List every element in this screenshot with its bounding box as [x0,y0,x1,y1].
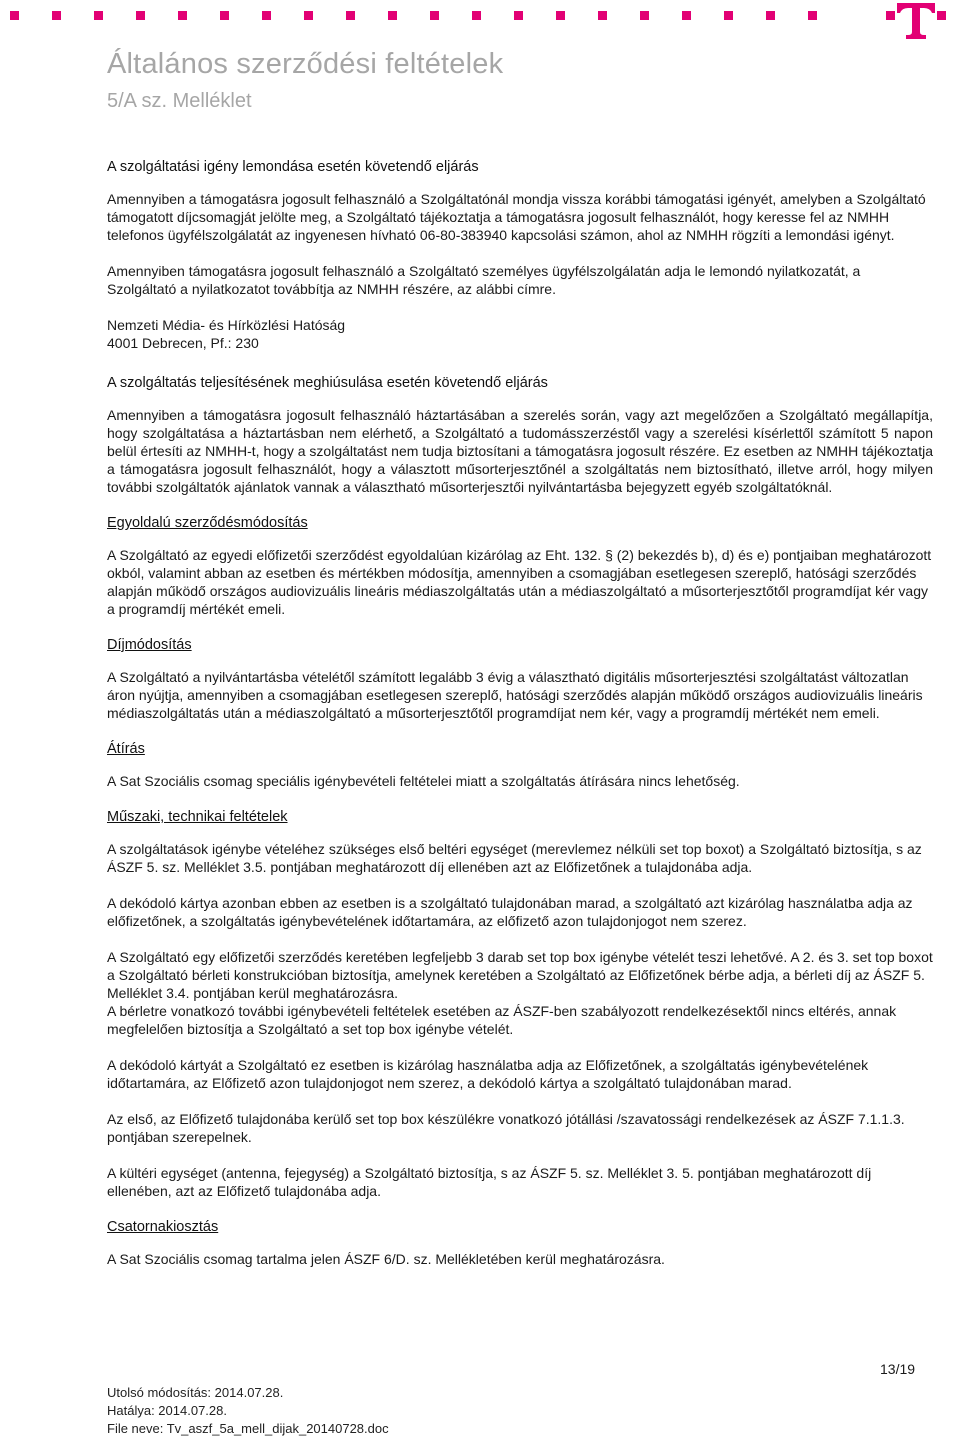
paragraph: Amennyiben a támogatásra jogosult felhasználó a Szolgáltatónál mondja vissza korábbi támogatási igényét, amelyben a Szolgáltató támogatott díjcsomagját jelölte meg, a Szolgáltató tájékoztatja a támogatásra jogosult felhasználót, hogy keresse fel az NMHH telefonos ügyfélszolgálatát az ingyenesen hívható 06-80-383940 kapcsolási számon, ahol az NMHH rögzíti a lemondási igényt. [107,191,926,243]
section-szerzodesmodositas [107,514,933,618]
footer-last-modified: Utolsó módosítás: 2014.07.28. [107,1385,284,1400]
paragraph: A Szolgáltató a nyilvántartásba vételétől számított legalább 3 évig a választható digitális műsorterjesztési szolgáltatást változatlan áron nyújtja, amennyiben a csomagjában esetlegesen szereplő, hatósági szerződés alapján működő országos audiovizuális lineáris médiaszolgáltatás után a médiaszolgáltató a műsorterjesztőtől programdíjat nem kér, vagy a programdíj mértékét nem emeli. [107,669,923,721]
section-csatornakiosztas [107,1218,933,1268]
telekom-t-logo-icon [886,0,946,40]
brand-bar [0,0,960,40]
dot [724,11,733,20]
magenta-dot-row [10,11,850,20]
section-heading: Műszaki, technikai feltételek [107,809,288,825]
dot [94,11,103,20]
dot [304,11,313,20]
footer-effective-date: Hatálya: 2014.07.28. [107,1403,227,1418]
dot [598,11,607,20]
dot [346,11,355,20]
paragraph: A dekódoló kártyát a Szolgáltató ez esetben is kizárólag használatba adja az Előfizetőnek, a szolgáltatás igénybevételének időtartamára, az Előfizető azon tulajdonjogot nem szerez, a dekódoló kártya a szolgáltató tulajdonában marad. [107,1057,869,1091]
page-number: 13/19 [880,1361,916,1377]
dot [262,11,271,20]
dot [514,11,523,20]
paragraph: A dekódoló kártya azonban ebben az esetben is a szolgáltató tulajdonában marad, a szolgáltató azt kizárólag használatba adja az előfizetőnek, a szolgáltatás igénybevételének időtartamára, az előfizető azon tulajdonjogot nem szerez. [107,895,913,929]
dot [766,11,775,20]
section-heading: Egyoldalú szerződésmódosítás [107,515,308,531]
dot [472,11,481,20]
section-meghiusulas [107,374,933,496]
section-atiras [107,740,933,790]
dot [682,11,691,20]
document-body [107,158,933,1286]
dot [220,11,229,20]
section-heading: A szolgáltatás teljesítésének meghiúsulása esetén követendő eljárás [107,375,548,391]
page-subtitle: 5/A sz. Melléklet [107,90,252,112]
dot [10,11,19,20]
paragraph: A Sat Szociális csomag speciális igénybevételi feltételei miatt a szolgáltatás átírására nincs lehetőség. [107,773,740,789]
dot [52,11,61,20]
footer-filename: File neve: Tv_aszf_5a_mell_dijak_20140728.doc [107,1421,389,1436]
section-heading: A szolgáltatási igény lemondása esetén követendő eljárás [107,159,479,175]
paragraph: Az első, az Előfizető tulajdonába kerülő set top box készülékre vonatkozó jótállási /szavatossági rendelkezések az ÁSZF 7.1.1.3. pontjában szerepelnek. [107,1111,905,1145]
section-dijmodositas [107,636,933,722]
paragraph: A bérletre vonatkozó további igénybevételi feltételek esetében az ÁSZF-ben szabályozott rendelkezésektől nincs eltérés, annak megfelelően biztosítja a Szolgáltató a set top box igénybe vételét. [107,1003,897,1037]
address-block [107,316,933,352]
dot [430,11,439,20]
paragraph: Amennyiben a támogatásra jogosult felhasználó háztartásában a szerelés során, vagy azt megelőzően a Szolgáltató megállapítja, hogy szolgáltatása a háztartásban nem elérhető, a Szolgáltató a tudomásszerzéstől vagy a szerelési kísérlettől számított 5 napon belül értesíti az NMHH-t, hogy a szolgáltatást nem tudja biztosítani a támogatásra jogosult részére. Ez esetben az NMHH tájékoztatja a támogatásra jogosult felhasználót, hogy a választott műsorterjesztőnél a szolgáltatás nem biztosítható, illetve arról, hogy milyen további szolgáltatók ajánlatok vannak a választható műsorterjesztői nyilvántartásba bejegyzett egyéb szolgáltatóknál. [107,407,933,495]
section-heading: Díjmódosítás [107,637,192,653]
paragraph: Amennyiben támogatásra jogosult felhasználó a Szolgáltató személyes ügyfélszolgálatán adja le lemondó nyilatkozatát, a Szolgáltató a nyilatkozatot továbbítja az NMHH részére, az alábbi címre. [107,263,861,297]
section-muszaki-feltetelek [107,808,933,1200]
paragraph: A szolgáltatások igénybe vételéhez szükséges első beltéri egységet (merevlemez nélküli set top boxot) a Szolgáltató biztosítja, s az ÁSZF 5. sz. Melléklet 3.5. pontjában meghatározott díj ellenében azt az Előfizetőnek a tulajdonába adja. [107,841,922,875]
dot [178,11,187,20]
page-title: Általános szerződési feltételek [107,48,504,80]
section-heading: Átírás [107,741,145,757]
dot [136,11,145,20]
address-line: 4001 Debrecen, Pf.: 230 [107,335,259,351]
section-heading: Csatornakiosztás [107,1219,219,1235]
address-line: Nemzeti Média- és Hírközlési Hatóság [107,317,346,333]
dot [388,11,397,20]
paragraph: A kültéri egységet (antenna, fejegység) a Szolgáltató biztosítja, s az ÁSZF 5. sz. Melléklet 3. 5. pontjában meghatározott díj ellenében, azt az Előfizető tulajdonába adja. [107,1165,872,1199]
paragraph: A Szolgáltató egy előfizetői szerződés keretében legfeljebb 3 darab set top box igénybe vételét teszi lehetővé. A 2. és 3. set top boxot a Szolgáltató bérleti konstrukcióban biztosítja, amelynek keretében a Szolgáltató az Előfizetőnek bérbe adja, a bérleti díj az ÁSZF 5. Melléklet 3.4. pontjában kerül meghatározásra. [107,949,933,1001]
dot [640,11,649,20]
paragraph: A Sat Szociális csomag tartalma jelen ÁSZF 6/D. sz. Mellékletében kerül meghatározásra. [107,1251,665,1267]
dot [808,11,817,20]
document-footer [107,1384,389,1438]
paragraph: A Szolgáltató az egyedi előfizetői szerződést egyoldalúan kizárólag az Eht. 132. § (2) bekezdés b), d) és e) pontjaiban meghatározott okból, valamint abban az esetben és mértékben módosítja, amennyiben a csomagjában esetlegesen szereplő, hatósági szerződés alapján működő országos audiovizuális lineáris médiaszolgáltatás után a médiaszolgáltató a műsorterjesztőtől programdíjat kér vagy a programdíj mértékét emeli. [107,547,932,617]
section-lemondas [107,158,933,352]
dot [556,11,565,20]
